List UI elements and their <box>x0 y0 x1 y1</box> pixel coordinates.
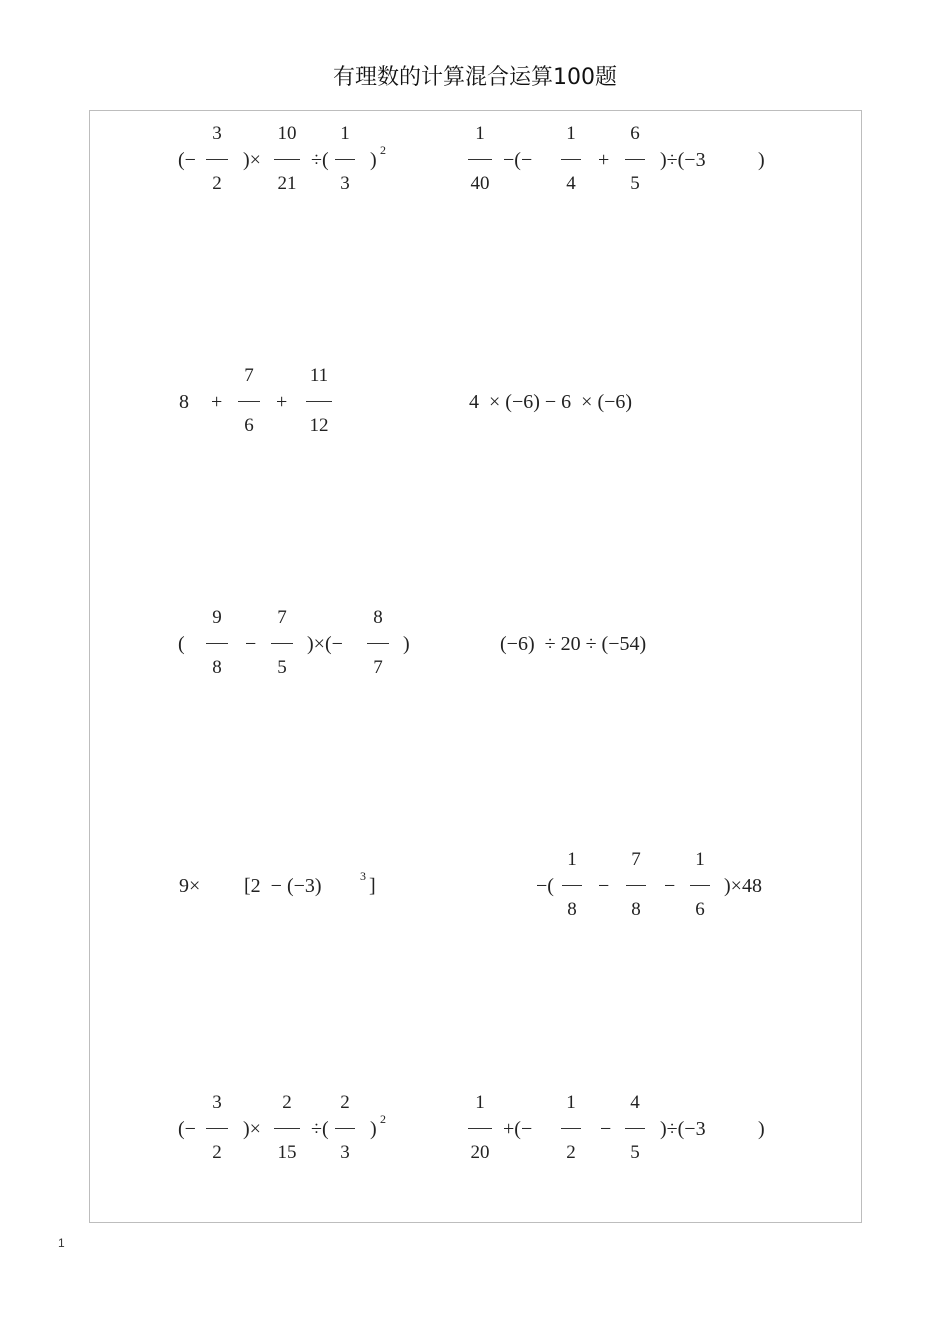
problem-text: + <box>276 391 288 413</box>
problem-text: − <box>600 1118 612 1140</box>
problem-text: ] <box>369 875 376 897</box>
denominator: 5 <box>630 1142 640 1163</box>
numerator: 1 <box>340 123 350 144</box>
fraction-bar <box>690 885 710 886</box>
numerator: 1 <box>567 849 577 870</box>
denominator: 3 <box>340 1142 350 1163</box>
numerator: 1 <box>566 123 576 144</box>
fraction-bar <box>468 1128 492 1129</box>
problem-text: )÷(−3 <box>660 149 706 171</box>
problem-text: )×48 <box>724 875 762 897</box>
problem-text: 9× <box>179 875 201 897</box>
numerator: 11 <box>309 365 329 386</box>
numerator: 2 <box>282 1092 292 1113</box>
fraction-bar <box>274 159 300 160</box>
fraction-bar <box>468 159 492 160</box>
problem-text: + <box>211 391 223 413</box>
denominator: 21 <box>277 173 297 194</box>
exponent: 3 <box>360 869 366 883</box>
fraction-bar <box>626 885 646 886</box>
numerator: 7 <box>244 365 254 386</box>
denominator: 8 <box>631 899 641 920</box>
problem-text: ) <box>370 149 377 171</box>
fraction-bar <box>625 159 645 160</box>
problem-text: − <box>598 875 610 897</box>
problem-text: )× <box>243 1118 261 1140</box>
fraction-bar <box>562 885 582 886</box>
numerator: 3 <box>212 1092 222 1113</box>
denominator: 5 <box>630 173 640 194</box>
denominator: 2 <box>212 173 222 194</box>
denominator: 12 <box>309 415 329 436</box>
fraction-bar <box>335 159 355 160</box>
problem-text: ) <box>370 1118 377 1140</box>
numerator: 8 <box>373 607 383 628</box>
fraction-bar <box>238 401 260 402</box>
problem-text: )÷(−3 <box>660 1118 706 1140</box>
denominator: 3 <box>340 173 350 194</box>
denominator: 2 <box>212 1142 222 1163</box>
denominator: 6 <box>244 415 254 436</box>
problem-text: (−6) ÷ 20 ÷ (−54) <box>500 633 647 655</box>
problem-text: )× <box>243 149 261 171</box>
denominator: 6 <box>695 899 705 920</box>
denominator: 40 <box>470 173 490 194</box>
fraction-bar <box>561 1128 581 1129</box>
problem-text: ) <box>403 633 410 655</box>
numerator: 1 <box>695 849 705 870</box>
denominator: 2 <box>566 1142 576 1163</box>
numerator: 3 <box>212 123 222 144</box>
problem-text: ) <box>758 1118 765 1140</box>
exponent: 2 <box>380 1112 386 1126</box>
problem-text: − <box>245 633 257 655</box>
numerator: 2 <box>340 1092 350 1113</box>
fraction-bar <box>271 643 293 644</box>
problem-text: (− <box>178 1118 196 1140</box>
fraction-bar <box>625 1128 645 1129</box>
page-number: 1 <box>58 1236 65 1250</box>
fraction-bar <box>206 643 228 644</box>
problem-text: )×(− <box>307 633 343 655</box>
exponent: 2 <box>380 143 386 157</box>
denominator: 4 <box>566 173 576 194</box>
numerator: 4 <box>630 1092 640 1113</box>
numerator: 6 <box>630 123 640 144</box>
fraction-bar <box>206 1128 228 1129</box>
fraction-bar <box>206 159 228 160</box>
problem-text: 8 <box>179 391 189 413</box>
problem-text: ÷( <box>311 149 329 171</box>
numerator: 7 <box>277 607 287 628</box>
fraction-bar <box>306 401 332 402</box>
denominator: 15 <box>277 1142 297 1163</box>
numerator: 9 <box>212 607 222 628</box>
denominator: 20 <box>470 1142 490 1163</box>
problem-text: − <box>664 875 676 897</box>
numerator: 10 <box>277 123 297 144</box>
fraction-bar <box>561 159 581 160</box>
numerator: 1 <box>475 123 485 144</box>
denominator: 8 <box>212 657 222 678</box>
numerator: 1 <box>566 1092 576 1113</box>
fraction-bar <box>335 1128 355 1129</box>
fraction-bar <box>367 643 389 644</box>
problem-text: +(− <box>503 1118 533 1140</box>
denominator: 5 <box>277 657 287 678</box>
problem-text: 4 × (−6) − 6 × (−6) <box>469 391 633 413</box>
denominator: 8 <box>567 899 577 920</box>
problem-text: ) <box>758 149 765 171</box>
problem-text: ÷( <box>311 1118 329 1140</box>
problem-text: ( <box>178 633 185 655</box>
problem-text: (− <box>178 149 196 171</box>
page-title: 有理数的计算混合运算100题 <box>333 65 617 90</box>
numerator: 1 <box>475 1092 485 1113</box>
problem-text: −(− <box>503 149 533 171</box>
fraction-bar <box>274 1128 300 1129</box>
problem-text: + <box>598 149 610 171</box>
numerator: 7 <box>631 849 641 870</box>
denominator: 7 <box>373 657 383 678</box>
problem-text: −( <box>536 875 554 897</box>
worksheet-frame <box>89 110 862 1223</box>
problem-text: [2 − (−3) <box>244 875 322 897</box>
